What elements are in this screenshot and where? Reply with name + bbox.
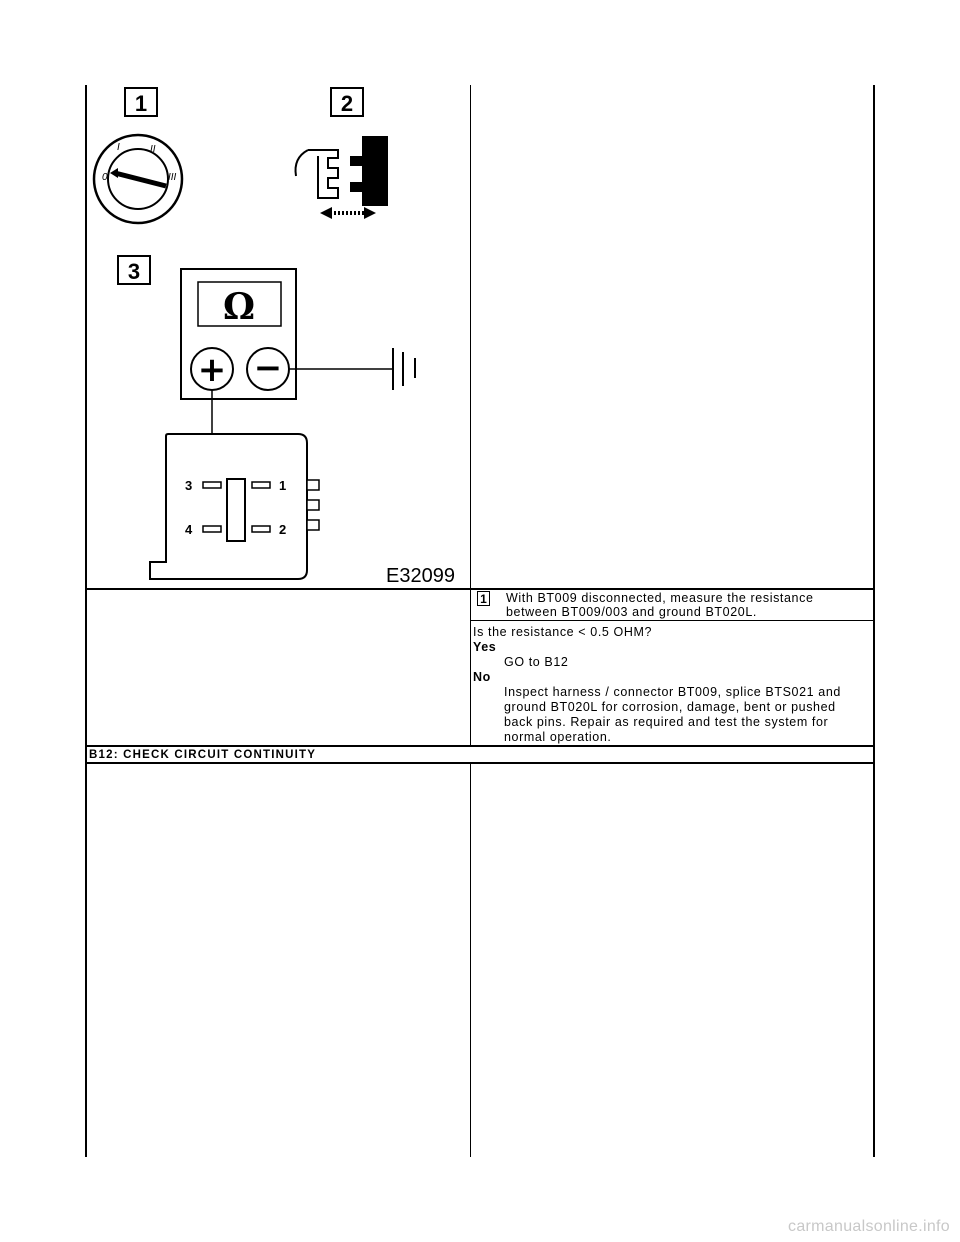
pin-1-label: 1 [279,478,287,493]
relay-connector-icon [150,434,319,579]
table-center-divider [470,85,471,747]
meter-ohm-symbol: Ω [222,286,256,328]
multimeter-icon [181,269,296,399]
callout-1 [125,88,157,116]
connector-disconnect-icon [296,136,389,219]
table-right-border [873,85,875,1157]
step-instruction-line-1: With BT009 disconnected, measure the resistance [506,591,814,605]
watermark: carmanualsonline.info [788,1218,950,1235]
switch-position-ii: II [150,144,156,155]
meter-minus-symbol: − [253,348,283,388]
switch-position-i: I [117,142,120,153]
no-action-line-3: back pins. Repair as required and test the system for [504,715,829,729]
ignition-switch-icon [94,135,182,223]
callout-3 [118,256,150,284]
callout-3-label: 3 [127,259,141,284]
section-heading: B12: CHECK CIRCUIT CONTINUITY [89,749,317,761]
meter-plus-symbol: + [197,350,227,390]
figure-id: E32099 [386,565,455,587]
table-left-border [85,85,87,1157]
no-action-line-1: Inspect harness / connector BT009, splice BTS021 and [504,685,841,699]
answer-row-bottom-rule [85,745,875,747]
callout-1-label: 1 [134,91,148,116]
no-label: No [473,670,491,684]
pin-2-label: 2 [279,522,287,537]
callout-2-label: 2 [340,91,354,116]
switch-position-iii: III [168,172,177,183]
figure-bottom-rule [85,588,875,590]
pin-4-label: 4 [185,522,193,537]
diagnostic-diagram [88,86,470,588]
table-center-divider-lower [470,763,471,1157]
no-action-line-4: normal operation. [504,730,612,744]
callout-2 [331,88,363,116]
step-instruction-line-2: between BT009/003 and ground BT020L. [506,605,757,619]
yes-label: Yes [473,640,497,654]
step-row-bottom-rule [470,620,875,621]
yes-action: GO to B12 [504,655,569,669]
step-number-box: 1 [477,591,490,606]
no-action-line-2: ground BT020L for corrosion, damage, bent or pushed [504,700,836,714]
question-text: Is the resistance < 0.5 OHM? [473,625,653,639]
switch-position-0: 0 [102,172,108,183]
ground-lead [289,348,415,390]
pin-3-label: 3 [185,478,193,493]
